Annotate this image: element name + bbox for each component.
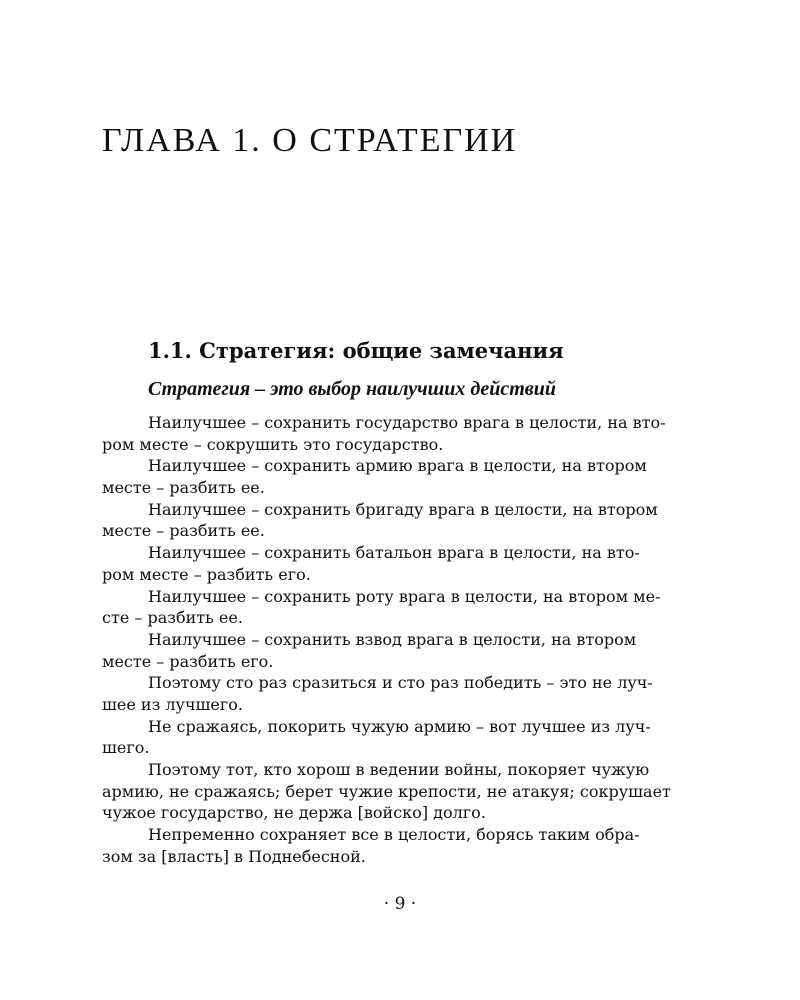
text-line: Наилучшее – сохранить батальон врага в целости, на вто- (148, 543, 640, 563)
text-line: ром месте – сокрушить это государство. (102, 434, 444, 454)
text-line: Непременно сохраняет все в целости, борясь таким обра- (148, 825, 640, 845)
text-line: Наилучшее – сохранить бригаду врага в целости, на втором (148, 499, 658, 519)
body-text (102, 412, 687, 867)
text-line: ром месте – разбить его. (102, 564, 311, 584)
text-line: шего. (102, 738, 150, 758)
page-number: · 9 · (383, 894, 417, 914)
text-line: сте – разбить ее. (102, 608, 243, 628)
text-line: Наилучшее – сохранить взвод врага в целости, на втором (148, 629, 637, 649)
text-line: Наилучшее – сохранить роту врага в целости, на втором ме- (148, 586, 661, 606)
text-line: Не сражаясь, покорить чужую армию – вот лучшее из луч- (148, 716, 651, 736)
text-line: месте – разбить ее. (102, 478, 265, 498)
text-line: чужое государство, не держа [войско] долго. (102, 803, 486, 823)
text-line: Поэтому тот, кто хорош в ведении войны, покоряет чужую (148, 760, 650, 779)
text-line: Наилучшее – сохранить армию врага в целости, на втором (148, 456, 647, 476)
text-line: зом за [власть] в Поднебесной. (102, 846, 366, 866)
text-line: армию, не сражаясь; берет чужие крепости, не атакуя; сокрушает (102, 781, 671, 801)
text-line: шее из лучшего. (102, 694, 243, 714)
text-line: Поэтому сто раз сразиться и сто раз победить – это не луч- (148, 673, 653, 693)
text-line: месте – разбить его. (102, 651, 274, 671)
section-title: 1.1. Стратегия: общие замечания (148, 338, 564, 363)
chapter-title: ГЛАВА 1. О СТРАТЕГИИ (102, 122, 518, 159)
text-line: Наилучшее – сохранить государство врага в целости, на вто- (148, 413, 666, 432)
section-subtitle: Стратегия – это выбор наилучших действий (148, 378, 556, 400)
text-line: месте – разбить ее. (102, 521, 265, 541)
